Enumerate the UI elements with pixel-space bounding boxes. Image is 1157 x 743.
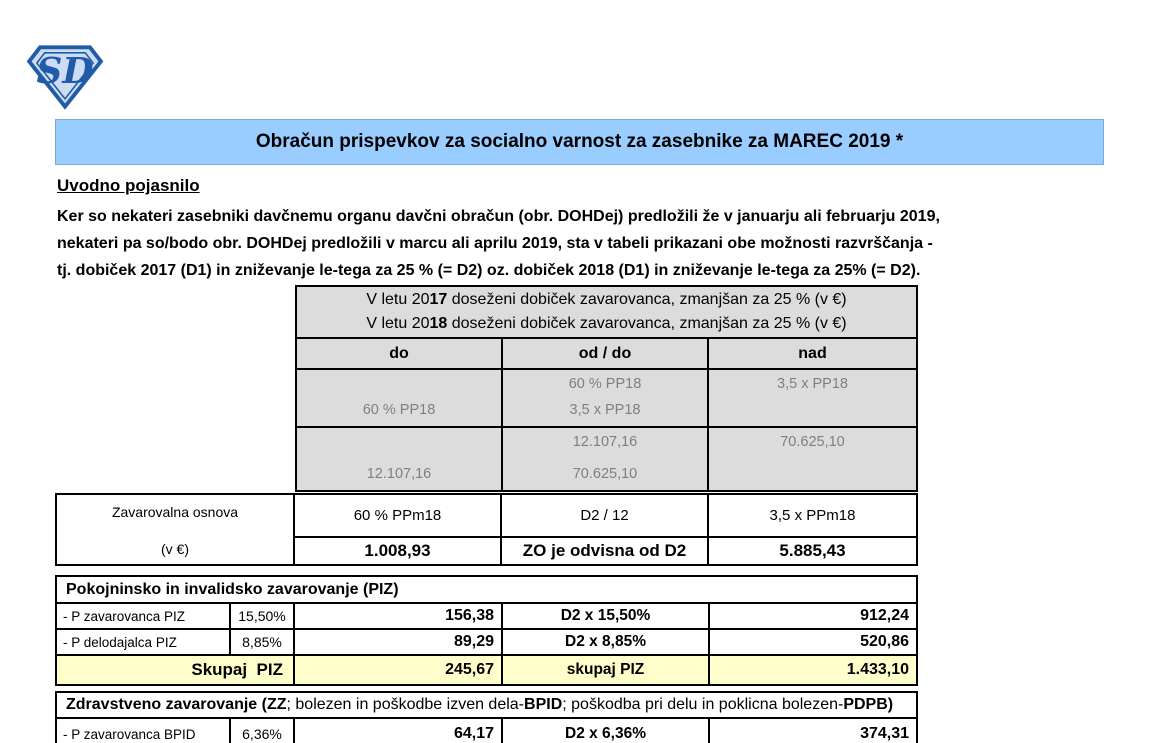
piz-table <box>55 575 918 686</box>
bracket-header-line-2018: V letu 2018 doseženi dobiček zavarovanca, zmanjšan za 25 % (v €) <box>366 315 847 332</box>
base-value-do: 1.008,93 <box>295 536 502 564</box>
piz-section-header: Pokojninsko in invalidsko zavarovanje (PIZ) <box>57 577 916 604</box>
intro-heading: Uvodno pojasnilo <box>57 176 200 195</box>
intro-line: nekateri pa so/bodo obr. DOHDej predložili v marcu ali aprilu 2019, sta v tabeli prikazani obe možnosti razvrščanja - <box>57 235 933 252</box>
piz-row-formula: D2 x 8,85% <box>503 630 710 656</box>
piz-row-value1: 156,38 <box>295 604 503 630</box>
base-value-oddo: ZO je odvisna od D2 <box>502 536 709 564</box>
piz-total-value2: 1.433,10 <box>710 656 916 684</box>
bracket-table-header <box>297 287 916 339</box>
base-label-cell: Zavarovalna osnova (v €) <box>57 495 295 564</box>
intro-section <box>57 176 1127 284</box>
bracket-cell-amount-nad: 70.625,10 <box>780 434 845 450</box>
zz-row-formula: D2 x 6,36% <box>503 719 710 743</box>
shield-logo-icon <box>26 44 104 110</box>
company-logo <box>26 44 104 110</box>
piz-row-label: - P zavarovanca PIZ <box>57 604 231 630</box>
intro-line: Ker so nekateri zasebniki davčnemu organu davčni obračun (obr. DOHDej) predložili že v januarju ali februarju 2019, <box>57 208 940 225</box>
bracket-cell-amount-do: 12.107,16 <box>297 428 503 490</box>
zz-row-pct: 6,36% <box>231 719 295 743</box>
insurance-base-table <box>55 493 918 566</box>
piz-row-label: - P delodajalca PIZ <box>57 630 231 656</box>
col-header-do: do <box>297 339 503 370</box>
piz-row-pct: 15,50% <box>231 604 295 630</box>
piz-row-pct: 8,85% <box>231 630 295 656</box>
piz-total-value1: 245,67 <box>295 656 503 684</box>
zz-row-value1: 64,17 <box>295 719 503 743</box>
zz-row-label: - P zavarovanca BPID <box>57 719 231 743</box>
piz-row-value1: 89,29 <box>295 630 503 656</box>
piz-row-value2: 520,86 <box>710 630 916 656</box>
zz-table <box>55 691 918 743</box>
title-bar <box>55 119 1104 165</box>
bracket-cell-amount-oddo: 12.107,16 70.625,10 <box>503 428 709 490</box>
profit-bracket-table <box>295 285 918 492</box>
base-formula-oddo: D2 / 12 <box>502 495 709 536</box>
bracket-cell-pp-oddo: 60 % PP18 3,5 x PP18 <box>503 370 709 428</box>
piz-total-formula: skupaj PIZ <box>503 656 710 684</box>
bracket-cell-pp-do: 60 % PP18 <box>297 370 503 428</box>
piz-row-formula: D2 x 15,50% <box>503 604 710 630</box>
zz-section-header: Zdravstveno zavarovanje (ZZ ; bolezen in poškodbe izven dela- BPID ; poškodba pri delu in poklicna bolezen- PDPB) <box>57 693 916 719</box>
intro-line: tj. dobiček 2017 (D1) in zniževanje le-tega za 25 % (= D2) oz. dobiček 2018 (D1) in zniževanje le-tega za 25% (= D2). <box>57 262 921 279</box>
bracket-cell-pp-nad: 3,5 x PP18 <box>709 370 916 428</box>
base-formula-nad: 3,5 x PPm18 <box>769 507 856 524</box>
col-header-od-do: od / do <box>503 339 709 370</box>
base-formula-do: 60 % PPm18 <box>295 495 502 536</box>
zz-row-value2: 374,31 <box>860 725 909 742</box>
page-title: Obračun prispevkov za socialno varnost za zasebnike za MAREC 2019 * <box>255 131 904 152</box>
piz-total-label: Skupaj PIZ <box>57 656 295 684</box>
base-value-nad: 5.885,43 <box>709 536 916 564</box>
logo-letters: SD <box>36 50 94 93</box>
bracket-header-line-2017: V letu 2017 doseženi dobiček zavarovanca, zmanjšan za 25 % (v €) <box>366 291 847 308</box>
col-header-nad: nad <box>709 339 916 370</box>
piz-row-value2: 912,24 <box>710 604 916 630</box>
